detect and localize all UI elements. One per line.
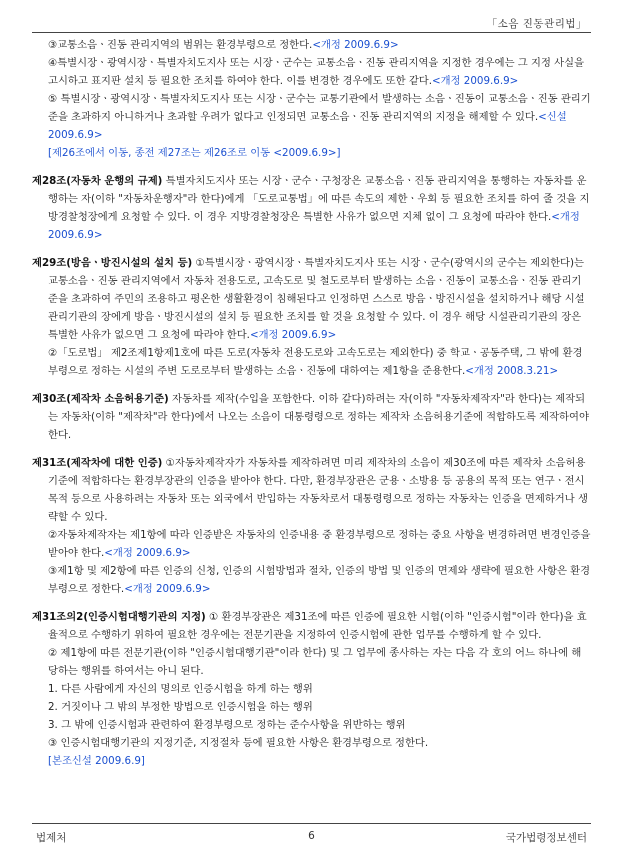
new-article-text: [본조신설 2009.6.9] bbox=[48, 755, 145, 767]
law-title: 「소음 진동관리법」 bbox=[486, 18, 587, 30]
amendment-note: <개정 2009.6.9> bbox=[104, 547, 191, 559]
paragraph bbox=[32, 344, 591, 380]
paragraph-text: ③교통소음ㆍ진동 관리지역의 범위는 환경부령으로 정한다. bbox=[48, 39, 313, 51]
amendment-note: <개정 2009.6.9> bbox=[312, 39, 399, 51]
source-center: 국가법령정보센터 bbox=[505, 832, 587, 844]
document-body bbox=[32, 36, 591, 770]
article-text: ① 환경부장관은 제31조에 따른 인증에 필요한 시험(이하 "인증시험"이라 한다)을 효율적으로 수행하기 위하여 필요한 경우에는 전문기관을 지정하여 인증시험에 관한 업무를 수행하게 할 수 있다. bbox=[48, 611, 587, 641]
article-title: 제30조(제작차 소음허용기준) bbox=[32, 393, 169, 405]
paragraph-text: ②자동차제작자는 제1항에 따라 인증받은 자동차의 인증내용 중 환경부령으로 정하는 중요 사항을 변경하려면 변경인증을 받아야 한다. bbox=[48, 529, 591, 559]
paragraph-text: ②「도로법」 제2조제1항제1호에 따른 도로(자동차 전용도로와 고속도로는 제외한다) 중 학교ㆍ공동주택, 그 밖에 환경부령으로 정하는 시설의 주변 도로로부터 발생하는 소음ㆍ진동에 대하여는 제1항을 준용한다. bbox=[48, 347, 583, 377]
paragraph bbox=[32, 526, 591, 562]
article-31-2 bbox=[32, 608, 591, 644]
paragraph bbox=[32, 90, 591, 144]
paragraph-text: ③제1항 및 제2항에 따른 인증의 신청, 인증의 시험방법과 절차, 인증의 방법 및 인증의 면제와 생략에 필요한 사항은 환경부령으로 정한다. bbox=[48, 565, 591, 595]
amendment-note: <개정 2009.6.9> bbox=[124, 583, 211, 595]
page-header bbox=[32, 10, 591, 33]
relocation-text: [제26조에서 이동, 종전 제27조는 제26조로 이동 <2009.6.9>] bbox=[48, 147, 341, 159]
paragraph bbox=[32, 644, 591, 680]
amendment-note: <개정 2009.6.9> bbox=[432, 75, 519, 87]
paragraph bbox=[32, 36, 591, 54]
publisher-name: 법제처 bbox=[36, 832, 67, 844]
item-text: 1. 다른 사람에게 자신의 명의로 인증시험을 하게 하는 행위 bbox=[48, 683, 313, 695]
list-item bbox=[32, 716, 591, 734]
amendment-note: <개정 2009.6.9> bbox=[249, 329, 337, 341]
paragraph-text: ⑤ 특별시장ㆍ광역시장ㆍ특별자치도지사 또는 시장ㆍ군수는 교통기관에서 발생하는 소음ㆍ진동이 교통소음ㆍ진동 관리기준을 초과하지 아니하거나 초과할 우려가 없다고 인정되면 교통소음ㆍ진동 관리지역의 지정을 해제할 수 있다. bbox=[48, 93, 591, 123]
amendment-note: <개정 2009.6.9> bbox=[48, 211, 580, 241]
article-title: 제29조(방음ㆍ방진시설의 설치 등) bbox=[32, 257, 193, 269]
new-article-note bbox=[32, 752, 591, 770]
paragraph-text: ③ 인증시험대행기관의 지정기준, 지정절차 등에 필요한 사항은 환경부령으로 정한다. bbox=[48, 737, 429, 749]
paragraph bbox=[32, 562, 591, 598]
relocation-note bbox=[32, 144, 591, 162]
article-text: 특별자치도지사 또는 시장ㆍ군수ㆍ구청장은 교통소음ㆍ진동 관리지역을 통행하는 자동차를 운행하는 자(이하 "자동차운행자"라 한다)에게 「도로교통법」에 따른 속도의 제한ㆍ우회 등 필요한 조치를 하여 줄 것을 지방경찰청장에게 요청할 수 있다. 이 경우 지방경찰청장은 특별한 사유가 없으면 지체 없이 그 요청에 따라야 한다. bbox=[48, 175, 590, 223]
item-text: 3. 그 밖에 인증시험과 관련하여 환경부령으로 정하는 준수사항을 위반하는 행위 bbox=[48, 719, 406, 731]
amendment-note: <신설 2009.6.9> bbox=[48, 111, 567, 141]
list-item bbox=[32, 680, 591, 698]
article-29 bbox=[32, 254, 591, 344]
paragraph bbox=[32, 54, 591, 90]
article-31 bbox=[32, 454, 591, 526]
page-number: 6 bbox=[308, 830, 315, 842]
article-text: ①특별시장ㆍ광역시장ㆍ특별자치도지사 또는 시장ㆍ군수(광역시의 군수는 제외한다)는 교통소음ㆍ진동 관리지역에서 자동차 전용도로, 고속도로 및 철도로부터 발생하는 소음ㆍ진동이 교통소음ㆍ진동 관리기준을 초과하여 주민의 조용하고 평온한 생활환경이 침해된다고 인정하면 스스로 방음ㆍ방진시설을 설치하거나 해당 시설관리기관의 장에게 방음ㆍ방진시설의 설치 등 필요한 조치를 할 것을 요청할 수 있다. 이 경우 해당 시설관리기관의 장은 특별한 사유가 없으면 그 요청에 따라야 한다. bbox=[48, 257, 585, 341]
page-footer bbox=[32, 823, 591, 846]
article-title: 제31조의2(인증시험대행기관의 지정) bbox=[32, 611, 206, 623]
paragraph bbox=[32, 734, 591, 752]
amendment-note: <개정 2008.3.21> bbox=[465, 365, 559, 377]
item-text: 2. 거짓이나 그 밖의 부정한 방법으로 인증시험을 하는 행위 bbox=[48, 701, 313, 713]
article-text: ①자동차제작자가 자동차를 제작하려면 미리 제작차의 소음이 제30조에 따른 제작차 소음허용기준에 적합하다는 환경부장관의 인증을 받아야 한다. 다만, 환경부장관은 군용ㆍ소방용 등 공용의 목적 또는 연구ㆍ전시목적 등으로 사용하려는 자동차 또는 외국에서 반입하는 자동차로서 대통령령으로 정하는 자동차는 인증을 면제하거나 생략할 수 있다. bbox=[48, 457, 588, 523]
paragraph-text: ④특별시장ㆍ광역시장ㆍ특별자치도지사 또는 시장ㆍ군수는 교통소음ㆍ진동 관리지역을 지정한 경우에는 그 지정 사실을 고시하고 표지판 설치 등 필요한 조치를 하여야 한다. 이를 변경한 경우에도 또한 같다. bbox=[48, 57, 585, 87]
paragraph-text: ② 제1항에 따른 전문기관(이하 "인증시험대행기관"이라 한다) 및 그 업무에 종사하는 자는 다음 각 호의 어느 하나에 해당하는 행위를 하여서는 아니 된다. bbox=[48, 647, 582, 677]
article-30 bbox=[32, 390, 591, 444]
article-text: 자동차를 제작(수입을 포함한다. 이하 같다)하려는 자(이하 "자동차제작자"라 한다)는 제작되는 자동차(이하 "제작차"라 한다)에서 나오는 소음이 대통령령으로 정하는 제작차 소음허용기준에 적합하도록 제작하여야 한다. bbox=[48, 393, 589, 441]
article-28 bbox=[32, 172, 591, 244]
article-title: 제31조(제작차에 대한 인증) bbox=[32, 457, 163, 469]
list-item bbox=[32, 698, 591, 716]
article-title: 제28조(자동차 운행의 규제) bbox=[32, 175, 163, 187]
